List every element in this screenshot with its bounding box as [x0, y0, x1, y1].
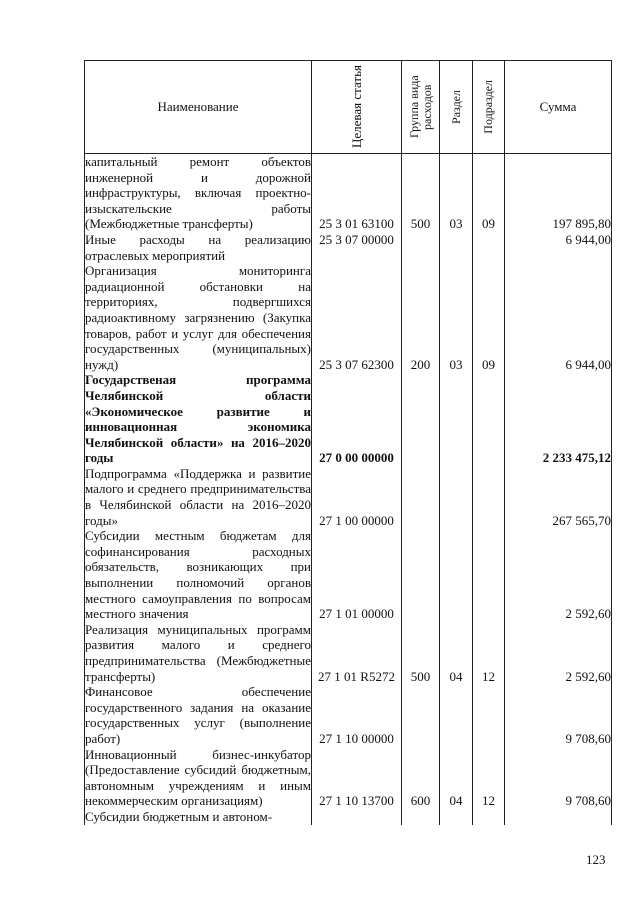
row-subsection: 12: [473, 622, 505, 684]
page-number: 123: [586, 852, 606, 867]
row-group: [402, 528, 440, 622]
row-group: [402, 684, 440, 746]
row-name: Подпрограмма «Поддержка и развитие малого и среднего предпринимательства в Челябинской области на 2016–2020 годы»: [85, 465, 311, 528]
header-name: Наименование: [85, 61, 312, 154]
table-row: [85, 466, 612, 528]
table-row: [85, 372, 612, 466]
row-code: 27 1 01 R5272: [312, 622, 402, 684]
row-code: [312, 809, 402, 825]
row-sum: [505, 809, 612, 825]
row-group: [402, 372, 440, 466]
row-section: 03: [440, 154, 473, 232]
row-subsection: [473, 684, 505, 746]
row-group: 500: [402, 622, 440, 684]
row-code: 25 3 07 62300: [312, 263, 402, 372]
row-group: [402, 809, 440, 825]
row-name: Иные расходы на реализацию отраслевых мероприятий: [85, 231, 311, 263]
table-row: [85, 528, 612, 622]
row-code: 27 1 00 00000: [312, 466, 402, 528]
row-name: Реализация муниципальных программ развития малого и среднего предпринимательства (Межбюджетные трансферты): [85, 621, 311, 684]
row-sum: 2 233 475,12: [505, 372, 612, 466]
row-sum: 267 565,70: [505, 466, 612, 528]
row-section: [440, 466, 473, 528]
row-name: Организация мониторинга радиационной обстановки на территориях, подвергшихся радиоактивному загрязнению (Закупка товаров, работ и услуг для обеспечения государственных (муниципальных) нужд): [85, 263, 311, 372]
row-name: Субсидии местным бюджетам для софинансирования расходных обязательств, возникающих при выполнении полномочий органов местного самоуправления по вопросам местного значения: [85, 528, 311, 622]
row-name: капитальный ремонт объектов инженерной и дорожной инфраструктуры, включая проектно-изыскательские работы (Межбюджетные трансферты): [85, 154, 311, 232]
table-row: [85, 232, 612, 263]
row-subsection: [473, 528, 505, 622]
row-subsection: 12: [473, 747, 505, 809]
table-row: [85, 154, 612, 232]
row-subsection: 09: [473, 263, 505, 372]
row-subsection: [473, 372, 505, 466]
row-group: 500: [402, 154, 440, 232]
table-header-row: [85, 61, 612, 154]
row-section: 03: [440, 263, 473, 372]
row-section: [440, 809, 473, 825]
row-sum: 6 944,00: [505, 232, 612, 263]
row-group: 200: [402, 263, 440, 372]
row-section: [440, 528, 473, 622]
row-code: 27 1 01 00000: [312, 528, 402, 622]
row-name: Инновационный бизнес-инкубатор (Предоставление субсидий бюджетным, автономным учреждениям и иным некоммерческим организациям): [85, 746, 311, 809]
header-expense-group: Группа вида расходов: [402, 61, 440, 154]
row-subsection: [473, 466, 505, 528]
table-row: [85, 809, 612, 825]
row-section: 04: [440, 622, 473, 684]
budget-table: [84, 60, 612, 825]
row-code: 27 1 10 13700: [312, 747, 402, 809]
row-name: Финансовое обеспечение государственного задания на оказание государственных услуг (выполнение работ): [85, 684, 311, 746]
table-row: [85, 684, 612, 746]
row-sum: 2 592,60: [505, 622, 612, 684]
row-section: [440, 372, 473, 466]
row-group: [402, 232, 440, 263]
row-code: 25 3 07 00000: [312, 232, 402, 263]
row-sum: 6 944,00: [505, 263, 612, 372]
header-section: Раздел: [440, 61, 473, 154]
row-sum: 197 895,80: [505, 154, 612, 232]
row-subsection: 09: [473, 154, 505, 232]
row-section: 04: [440, 747, 473, 809]
row-group: 600: [402, 747, 440, 809]
row-code: 25 3 01 63100: [312, 154, 402, 232]
row-subsection: [473, 232, 505, 263]
row-sum: 9 708,60: [505, 684, 612, 746]
header-sum: Сумма: [505, 61, 612, 154]
row-sum: 2 592,60: [505, 528, 612, 622]
row-subsection: [473, 809, 505, 825]
header-subsection: Подраздел: [473, 61, 505, 154]
table-row: [85, 747, 612, 809]
table-row: [85, 263, 612, 372]
row-code: 27 1 10 00000: [312, 684, 402, 746]
header-target-article: Целевая статья: [312, 61, 402, 154]
row-group: [402, 466, 440, 528]
row-sum: 9 708,60: [505, 747, 612, 809]
table-row: [85, 622, 612, 684]
row-code: 27 0 00 00000: [312, 372, 402, 466]
row-name: Субсидии бюджетным и автоном-: [85, 809, 312, 825]
row-section: [440, 232, 473, 263]
row-section: [440, 684, 473, 746]
row-name: Государственая программа Челябинской области «Экономическое развитие и инновационная экономика Челябинской области» на 2016–2020 годы: [85, 372, 311, 466]
